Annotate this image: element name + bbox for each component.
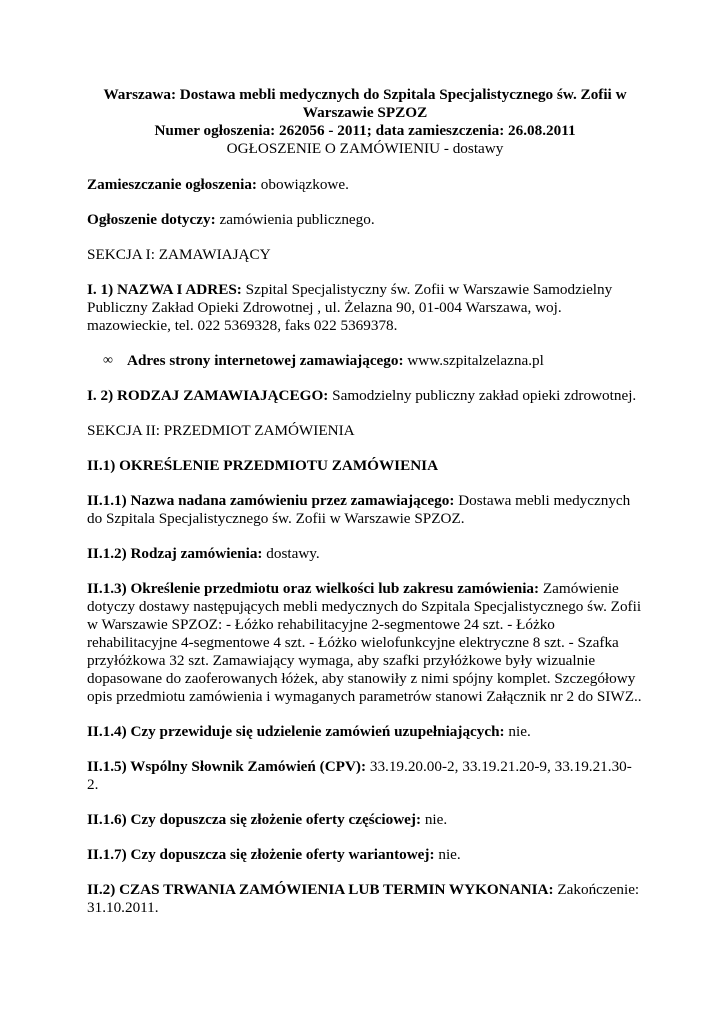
- infinity-bullet-icon: ∞: [103, 353, 113, 368]
- item-value: dostawy.: [262, 545, 320, 562]
- name-address-value: Szpital Specjalistyczny św. Zofii w Warszawie Samodzielny Publiczny Zakład Opieki Zdrowotnej , ul. Żelazna 90, 01-004 Warszawa, woj. mazowieckie, tel. 022 5369328, faks 022 5369378.: [87, 281, 613, 334]
- item-value: 33.19.20.00-2, 33.19.21.20-9, 33.19.21.30-2.: [87, 758, 632, 793]
- authority-type-label: I. 2) RODZAJ ZAMAWIAJĄCEGO:: [87, 387, 329, 404]
- publication-value: obowiązkowe.: [256, 176, 349, 193]
- publication-label: Zamieszczanie ogłoszenia:: [87, 176, 257, 193]
- subject-heading: II.1) OKREŚLENIE PRZEDMIOTU ZAMÓWIENIA: [87, 457, 439, 474]
- partial-offer-paragraph: [87, 811, 643, 829]
- order-scope-paragraph: [87, 580, 643, 706]
- variant-offer-paragraph: [87, 846, 643, 864]
- section-1-heading: SEKCJA I: ZAMAWIAJĄCY: [87, 246, 271, 263]
- item-value: Zamówienie dotyczy dostawy następujących mebli medycznych do Szpitala Specjalistycznego św. Zofii w Warszawie SPZOZ: - Łóżko rehabilitacyjne 2-segmentowe 24 szt. - Łóżko rehabilitacyjne 4-segmentowe 4 szt. - Łóżko wielofunkcyjne elektryczne 8 szt. - Szafka przyłóżkowa 32 szt. Zamawiający wymaga, aby szafki przyłóżkowe były wizualnie dopasowane do zaoferowanych łóżek, aby stanowiły z nimi spójny komplet. Szczegółowy opis przedmiotu zamówienia i wymaganych parametrów stanowi Załącznik nr 2 do SIWZ..: [87, 580, 642, 705]
- contracting-authority-name: [87, 281, 643, 335]
- authority-type-paragraph: [87, 387, 643, 405]
- item-label: II.1.2) Rodzaj zamówienia:: [87, 545, 263, 562]
- document-page: [87, 86, 643, 934]
- name-address-label: I. 1) NAZWA I ADRES:: [87, 281, 242, 298]
- duration-value: Zakończenie: 31.10.2011.: [87, 881, 640, 916]
- concerns-paragraph: [87, 211, 643, 229]
- item-label: II.1.7) Czy dopuszcza się złożenie oferty wariantowej:: [87, 846, 435, 863]
- duration-paragraph: [87, 881, 643, 917]
- concerns-label: Ogłoszenie dotyczy:: [87, 211, 216, 228]
- website-list-item: [87, 352, 643, 370]
- item-label: II.1.1) Nazwa nadana zamówieniu przez zamawiającego:: [87, 492, 455, 509]
- item-value: nie.: [504, 723, 531, 740]
- website-label: Adres strony internetowej zamawiającego:: [127, 352, 404, 369]
- item-value: nie.: [421, 811, 448, 828]
- title-line-2: Warszawie SPZOZ: [302, 104, 428, 121]
- item-value: nie.: [434, 846, 461, 863]
- supplementary-orders-paragraph: [87, 723, 643, 741]
- section-2-heading: SEKCJA II: PRZEDMIOT ZAMÓWIENIA: [87, 422, 355, 439]
- item-label: II.1.3) Określenie przedmiotu oraz wielkości lub zakresu zamówienia:: [87, 580, 540, 597]
- item-label: II.1.4) Czy przewiduje się udzielenie zamówień uzupełniających:: [87, 723, 505, 740]
- announcement-type: OGŁOSZENIE O ZAMÓWIENIU - dostawy: [226, 140, 504, 157]
- document-header: [87, 86, 643, 158]
- cpv-paragraph: [87, 758, 643, 794]
- publication-paragraph: [87, 176, 643, 194]
- item-label: II.1.5) Wspólny Słownik Zamówień (CPV):: [87, 758, 367, 775]
- authority-type-value: Samodzielny publiczny zakład opieki zdrowotnej.: [328, 387, 637, 404]
- duration-label: II.2) CZAS TRWANIA ZAMÓWIENIA LUB TERMIN WYKONANIA:: [87, 881, 554, 898]
- concerns-value: zamówienia publicznego.: [215, 211, 375, 228]
- announcement-number: Numer ogłoszenia: 262056 - 2011; data zamieszczenia: 26.08.2011: [154, 122, 576, 139]
- item-value: Dostawa mebli medycznych do Szpitala Specjalistycznego św. Zofii w Warszawie SPZOZ.: [87, 492, 631, 527]
- title-line-1: Warszawa: Dostawa mebli medycznych do Szpitala Specjalistycznego św. Zofii w: [103, 86, 627, 103]
- website-value: www.szpitalzelazna.pl: [403, 352, 544, 369]
- order-name-paragraph: [87, 492, 643, 528]
- order-type-paragraph: [87, 545, 643, 563]
- item-label: II.1.6) Czy dopuszcza się złożenie oferty częściowej:: [87, 811, 422, 828]
